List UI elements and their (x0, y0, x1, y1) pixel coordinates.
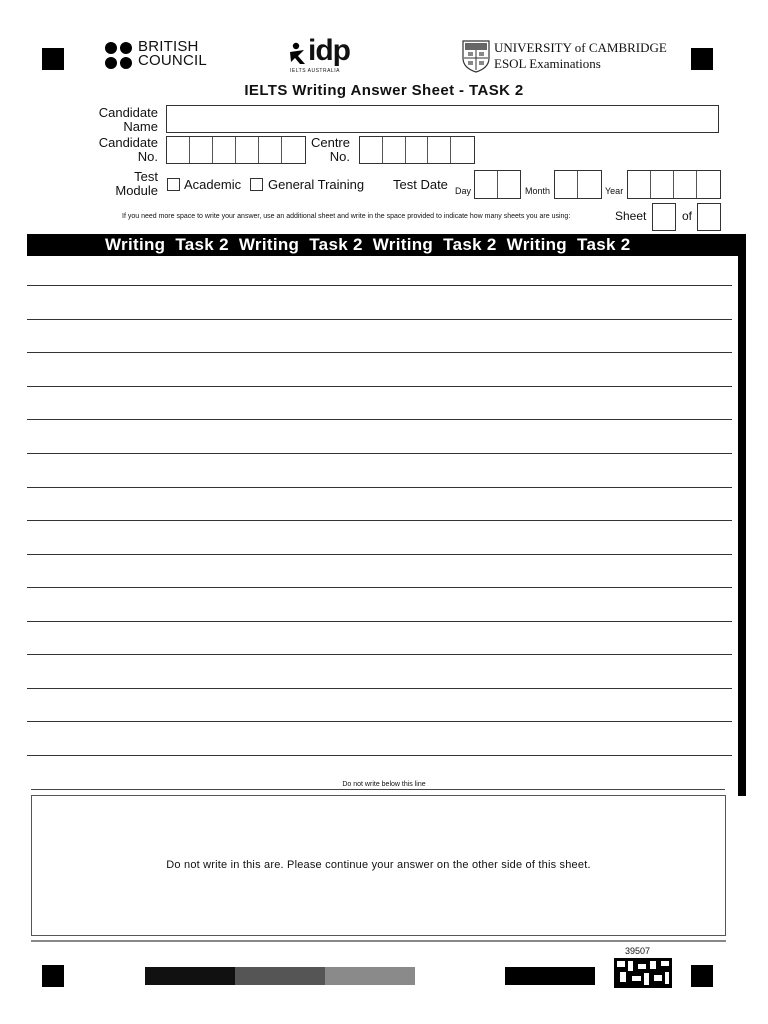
answer-line[interactable] (27, 621, 732, 622)
idp-logo-text: idp (308, 34, 350, 67)
british-council-logo-icon (105, 42, 133, 70)
test-date-label: Test Date (393, 177, 448, 192)
of-label: of (682, 209, 693, 223)
do-not-write-divider (31, 789, 725, 790)
do-not-write-below-note: Do not write below this line (342, 781, 426, 788)
idp-figure-icon (288, 42, 308, 66)
sheet-code: 39507 (625, 946, 651, 956)
test-date-year-field[interactable] (627, 170, 721, 199)
academic-checkbox[interactable] (167, 178, 180, 191)
test-module-label: Test Module (115, 169, 158, 198)
sheet-barcode-icon (614, 958, 672, 988)
year-label: Year (605, 186, 624, 196)
registration-mark-bottom-right (691, 965, 713, 987)
cambridge-logo-text: UNIVERSITY of CAMBRIDGE ESOL Examinations (494, 40, 667, 71)
answer-line[interactable] (27, 688, 732, 689)
answer-line[interactable] (27, 520, 732, 521)
writing-task-banner (27, 234, 746, 256)
idp-logo-subtext: IELTS AUSTRALIA (290, 68, 340, 74)
right-edge-bar (738, 256, 746, 796)
candidate-name-label: Candidate Name (98, 105, 158, 134)
answer-line[interactable] (27, 654, 732, 655)
answer-line[interactable] (27, 386, 732, 387)
answer-line[interactable] (27, 487, 732, 488)
examiner-use-box (31, 795, 726, 936)
british-council-logo-text: BRITISH COUNCIL (138, 38, 207, 69)
answer-line[interactable] (27, 721, 732, 722)
day-label: Day (455, 186, 472, 196)
test-date-day-field[interactable] (474, 170, 521, 199)
answer-line[interactable] (27, 419, 732, 420)
answer-line[interactable] (27, 453, 732, 454)
general-training-checkbox[interactable] (250, 178, 263, 191)
idp-logo (288, 34, 358, 76)
answer-line[interactable] (27, 587, 732, 588)
answer-line[interactable] (27, 352, 732, 353)
sheet-number-field[interactable] (652, 203, 676, 231)
timing-bar-black (145, 967, 235, 985)
sheet-total-field[interactable] (697, 203, 721, 231)
additional-sheet-note: If you need more space to write your answer, use an additional sheet and write in the space provided to indicate how many sheets you are using: (122, 213, 571, 220)
timing-bar-light-grey (325, 967, 415, 985)
registration-mark-top-left (42, 48, 64, 70)
registration-mark-bottom-left (42, 965, 64, 987)
answer-line[interactable] (27, 554, 732, 555)
month-label: Month (525, 186, 551, 196)
bottom-divider (31, 940, 726, 942)
registration-mark-top-right (691, 48, 713, 70)
answer-line[interactable] (27, 285, 732, 286)
answer-line[interactable] (27, 319, 732, 320)
banner-text: Writing Task 2 Writing Task 2 Writing Task 2 Writing Task 2 (105, 235, 631, 254)
answer-line[interactable] (27, 755, 732, 756)
continue-note: Do not write in this are. Please continue your answer on the other side of this sheet. (166, 859, 591, 871)
centre-no-label: Centre No. (310, 135, 350, 164)
timing-bar-dark-grey (235, 967, 325, 985)
centre-no-field[interactable] (359, 136, 475, 164)
sheet-label: Sheet (615, 209, 647, 223)
page-title: IELTS Writing Answer Sheet - TASK 2 (244, 82, 524, 99)
general-training-label: General Training (268, 177, 365, 192)
candidate-no-label: Candidate No. (98, 135, 158, 164)
cambridge-shield-icon (462, 40, 490, 73)
timing-bar-right (505, 967, 595, 985)
candidate-name-field[interactable] (166, 105, 719, 133)
academic-label: Academic (184, 177, 242, 192)
candidate-no-field[interactable] (166, 136, 306, 164)
test-date-month-field[interactable] (554, 170, 602, 199)
